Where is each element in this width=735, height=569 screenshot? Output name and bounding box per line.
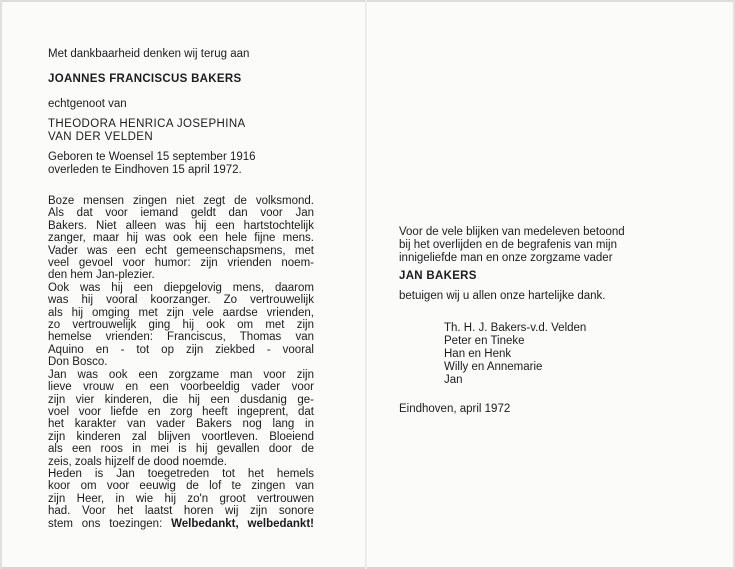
spouse-name-line1: THEODORA HENRICA JOSEPHINA (48, 118, 246, 130)
thanks-line3: innigeliefde man en onze zorgzame vader (399, 252, 613, 264)
tribute-line: was hij vooral koorzanger. Zo vertrouwelijk (48, 294, 314, 307)
death-line: overleden te Eindhoven 15 april 1972. (48, 164, 242, 176)
tribute-line: Boze mensen zingen niet zegt de volksmond. (48, 195, 314, 207)
tribute-line: Aquino en - tot op zijn ziekbed - vooral (48, 343, 314, 356)
gratitude-line: betuigen wij u allen onze hartelijke dank. (399, 290, 606, 302)
tribute-line: Jan was ook een zorgzame man voor zijn (48, 368, 314, 381)
tribute-line: Als dat voor iemand geldt dan voor Jan (48, 207, 314, 220)
tribute-final-bold: Welbedankt, welbedankt! (171, 517, 314, 530)
tribute-line: als hij omging met zijn vele aardse vrienden, (48, 306, 314, 319)
deceased-name: JOANNES FRANCISCUS BAKERS (48, 73, 242, 85)
family-member: Th. H. J. Bakers-v.d. Velden (444, 322, 587, 334)
tribute-line: had. Voor het laatst horen wij zijn sonore (48, 505, 314, 518)
tribute-line: het karakter van vader Bakers nog lang in (48, 418, 314, 431)
tribute-line: den hem Jan-plezier. (48, 269, 155, 282)
family-member: Peter en Tineke (444, 335, 525, 347)
tribute-line: zijn kinderen zal blijven voortleven. Bloeiend (48, 430, 314, 443)
card-fold (365, 0, 367, 569)
tribute-line: koor om voor eeuwig de lof te zingen van (48, 480, 314, 493)
tribute-line: hemelse vrienden: Franciscus, Thomas van (48, 331, 314, 344)
card-edge-left (0, 0, 2, 569)
family-member: Willy en Annemarie (444, 361, 543, 373)
tribute-line: zijn Heer, in wie hij zo'n groot vertrouwen (48, 492, 314, 505)
tribute-line: lieve vrouw en een voorbeeldig vader voor (48, 381, 314, 394)
tribute-line: Ook was hij een diepgelovig mens, daarom (48, 281, 314, 294)
spouse-name-line2: VAN DER VELDEN (48, 131, 154, 143)
family-member: Han en Henk (444, 348, 512, 360)
deceased-short-name: JAN BAKERS (399, 270, 477, 282)
tribute-line: Don Bosco. (48, 356, 108, 369)
tribute-line: zanger, maar hij was ook een hele fijne mens. (48, 232, 314, 245)
thanks-line1: Voor de vele blijken van medeleven betoond (399, 226, 625, 238)
birth-line: Geboren te Woensel 15 september 1916 (48, 151, 256, 163)
tribute-line: voel voor liefde en zorg heeft ingeprent, dat (48, 405, 314, 418)
tribute-line: zeis, zoals hijzelf de dood noemde. (48, 455, 227, 468)
thanks-line2: bij het overlijden en de begrafenis van mijn (399, 239, 617, 251)
tribute-line: veel gevoel voor humor: zijn vrienden noem- (48, 257, 314, 270)
tribute-line: zo vertrouwelijk ging hij ook om met zijn (48, 319, 314, 332)
family-member: Jan (444, 374, 463, 386)
place-date: Eindhoven, april 1972 (399, 403, 511, 415)
tribute-line: Vader was een echt gemeenschapsmens, met (48, 244, 314, 257)
intro-text: Met dankbaarheid denken wij terug aan (48, 48, 250, 60)
tribute-line: zijn vier kinderen, die hij een dusdanig ge- (48, 393, 314, 406)
spouse-label: echtgenoot van (48, 98, 127, 110)
tribute-final-line (48, 518, 314, 530)
card-edge-top (0, 0, 735, 2)
tribute-line: als een roos in mei is hij gevallen door de (48, 443, 314, 456)
tribute-line: Bakers. Niet alleen was hij een hartstochtelijk (48, 219, 314, 232)
tribute-final-text: stem ons toezingen: (48, 517, 172, 530)
tribute-line: Heden is Jan toegetreden tot het hemels (48, 467, 314, 480)
tribute-text (48, 195, 314, 530)
